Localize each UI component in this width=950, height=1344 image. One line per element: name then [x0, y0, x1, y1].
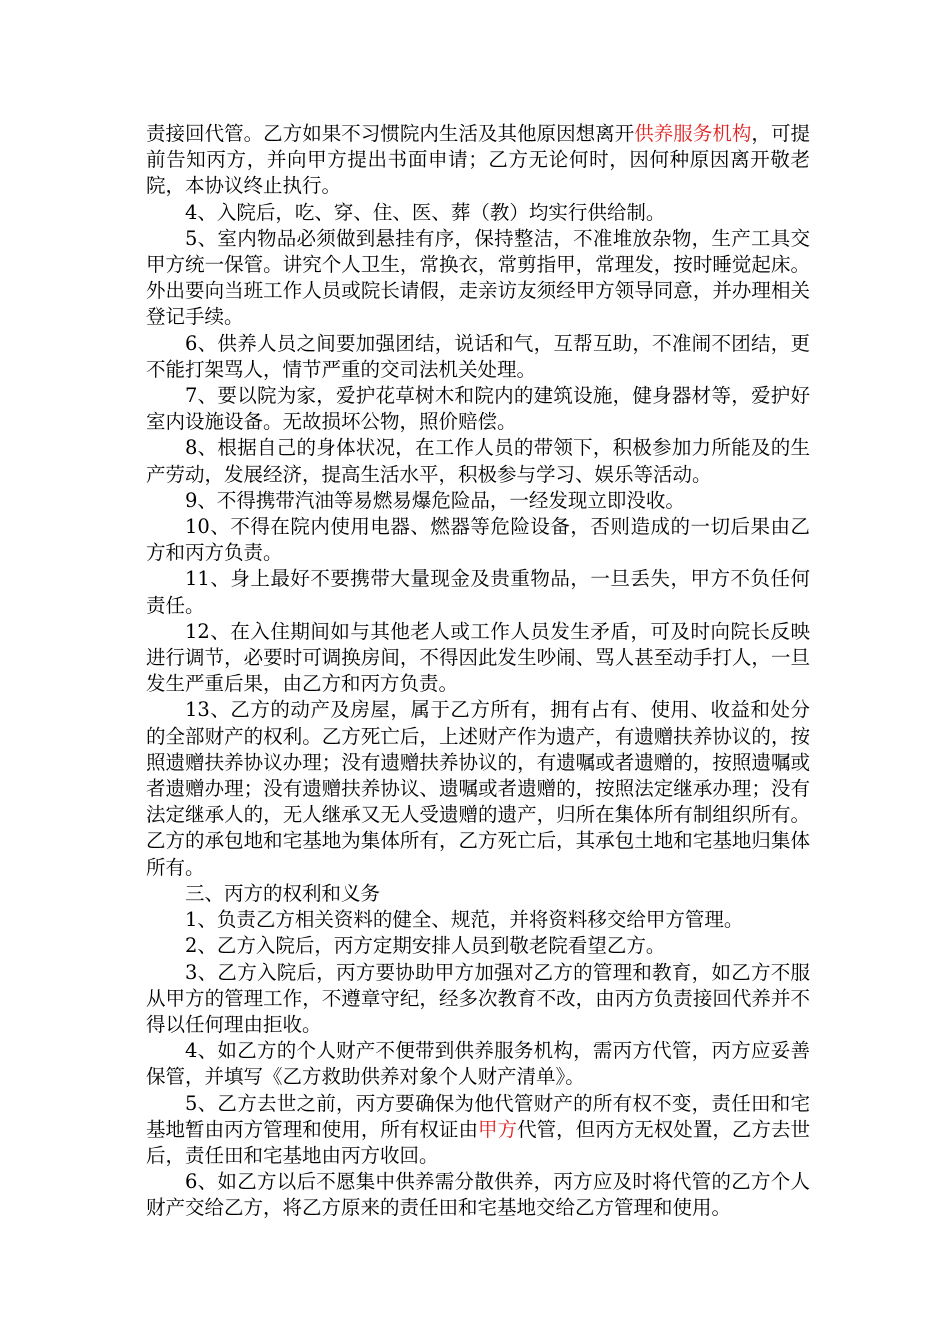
clause-8: 8、根据自己的身体状况，在工作人员的带领下，积极参加力所能及的生产劳动，发展经济，提高生活水平，积极参与学习、娱乐等活动。: [146, 436, 810, 486]
clause-11: 11、身上最好不要携带大量现金及贵重物品，一旦丢失，甲方不负任何责任。: [146, 567, 810, 617]
party-c-clause-6: 6、如乙方以后不愿集中供养需分散供养，丙方应及时将代管的乙方个人财产交给乙方，将乙方原来的责任田和宅基地交给乙方管理和使用。: [146, 1170, 810, 1220]
paragraph-text: 5、乙方去世之前，丙方要确保为他代管财产的所有权不变，责任田和宅基地暂由丙方管理和使用，所有权证由: [146, 1091, 810, 1141]
clause-10: 10、不得在院内使用电器、燃器等危险设备，否则造成的一切后果由乙方和丙方负责。: [146, 515, 810, 565]
paragraph-text: 责接回代管。乙方如果不习惯院内生活及其他原因想离开: [146, 122, 635, 145]
highlighted-text: 甲方: [478, 1117, 518, 1141]
paragraph-continuation: [146, 121, 810, 200]
party-c-clause-5: [146, 1091, 810, 1170]
paragraph-text: ，可提前告知丙方，并向甲方提出书面申请；乙方无论何时，因何种原因离开敬老院，本协议终止执行。: [146, 122, 810, 198]
clause-12: 12、在入住期间如与其他老人或工作人员发生矛盾，可及时向院长反映进行调节，必要时可调换房间，不得因此发生吵闹、骂人甚至动手打人，一旦发生严重后果，由乙方和丙方负责。: [146, 619, 810, 696]
paragraph-text: 代管，但丙方无权处置，乙方去世后，责任田和宅基地由丙方收回。: [146, 1117, 810, 1167]
clause-5: 5、室内物品必须做到悬挂有序，保持整洁，不准堆放杂物，生产工具交甲方统一保管。讲究个人卫生，常换衣，常剪指甲，常理发，按时睡觉起床。外出要向当班工作人员或院长请假，走亲访友须经甲方领导同意，并办理相关登记手续。: [146, 226, 810, 329]
clause-6: 6、供养人员之间要加强团结，说话和气，互帮互助，不准闹不团结，更不能打架骂人，情节严重的交司法机关处理。: [146, 331, 810, 381]
party-c-clause-4: 4、如乙方的个人财产不便带到供养服务机构，需丙方代管，丙方应妥善保管，并填写《乙方救助供养对象个人财产清单》。: [146, 1039, 810, 1089]
section-heading: 三、丙方的权利和义务: [185, 881, 381, 905]
clause-13: 13、乙方的动产及房屋，属于乙方所有，拥有占有、使用、收益和处分的全部财产的权利。乙方死亡后，上述财产作为遗产，有遗赠扶养协议的，按照遗赠扶养协议办理；没有遗赠扶养协议的，有遗嘱或者遗赠的，按照遗嘱或者遗赠办理；没有遗赠扶养协议、遗嘱或者遗赠的，按照法定继承办理；没有法定继承人的，无人继承又无人受遗赠的遗产，归所在集体所有制组织所有。乙方的承包地和宅基地为集体所有，乙方死亡后，其承包土地和宅基地归集体所有。: [146, 698, 810, 879]
clause-7: 7、要以院为家，爱护花草树木和院内的建筑设施，健身器材等，爱护好室内设施设备。无故损坏公物，照价赔偿。: [146, 384, 810, 434]
document-body: [146, 121, 810, 1222]
party-c-clause-1: 1、负责乙方相关资料的健全、规范，并将资料移交给甲方管理。: [185, 908, 744, 932]
party-c-clause-2: 2、乙方入院后，丙方定期安排人员到敬老院看望乙方。: [185, 934, 666, 958]
clause-4: 4、入院后，吃、穿、住、医、葬（教）均实行供给制。: [185, 200, 666, 224]
clause-9: 9、不得携带汽油等易燃易爆危险品，一经发现立即没收。: [185, 488, 685, 512]
highlighted-text: 供养服务机构: [634, 122, 752, 145]
party-c-clause-3: 3、乙方入院后，丙方要协助甲方加强对乙方的管理和教育，如乙方不服从甲方的管理工作，不遵章守纪，经多次教育不改，由丙方负责接回代养并不得以任何理由拒收。: [146, 960, 810, 1036]
